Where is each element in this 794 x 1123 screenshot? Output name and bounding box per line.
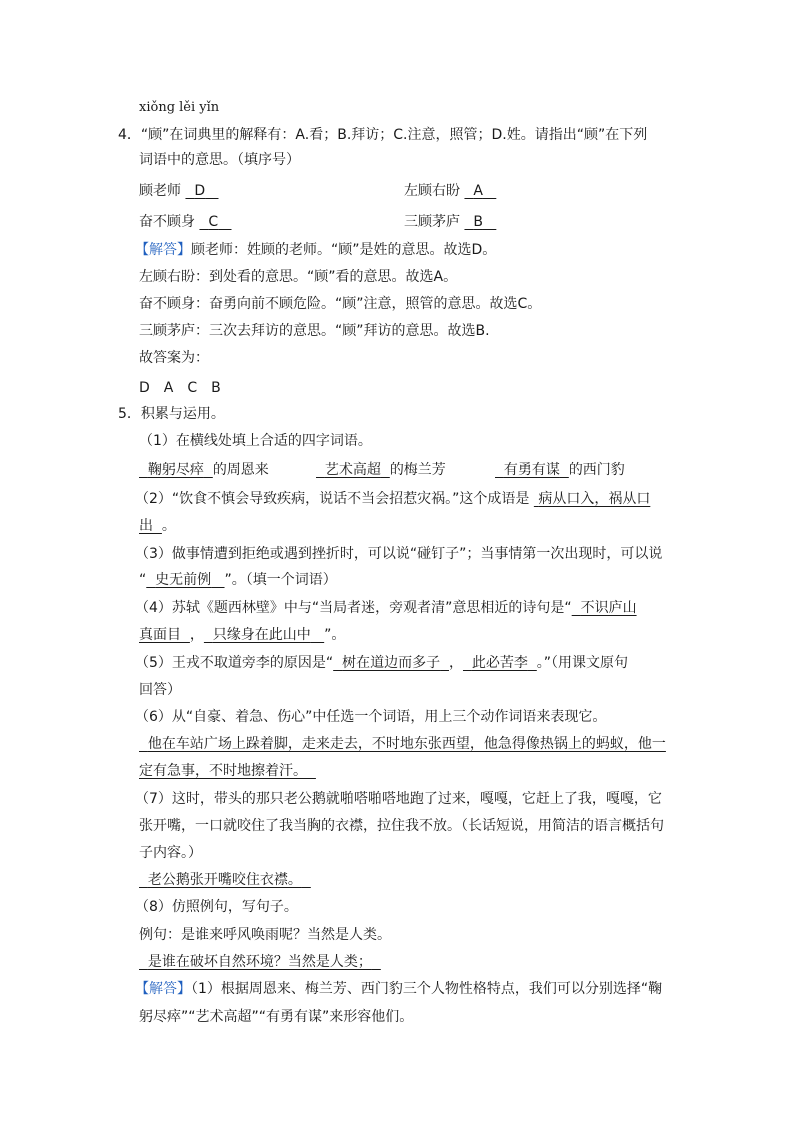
answer-value: 定有急事，不时地擦着汗。 <box>139 763 307 779</box>
answer-blank <box>139 627 190 643</box>
solution-tag: 【解答】 <box>135 242 191 258</box>
answer-value: 只缘身在此山中 <box>212 627 311 643</box>
answer-value: 鞠躬尽瘁 <box>147 462 204 478</box>
question-text: ”。（填一个词语） <box>224 572 337 588</box>
sub-question-6-answer <box>139 735 666 753</box>
fill-rest: 的梅兰芳 <box>389 462 446 478</box>
item-word: 三顾茅庐 <box>404 214 460 230</box>
solution-line: 左顾右盼：到处看的意思。“顾”看的意思。故选A。 <box>139 269 458 285</box>
question-5-title <box>118 405 225 423</box>
answer-blank <box>464 214 496 230</box>
answer-value: 此必苦李 <box>471 655 528 671</box>
answer-blank <box>185 183 218 199</box>
answer-item <box>139 182 219 200</box>
answer-blank <box>139 462 213 478</box>
answer-blank <box>199 214 231 230</box>
solution-line <box>135 980 662 998</box>
sub-question-2 <box>135 490 650 508</box>
answer-value: 不识庐山 <box>580 600 637 616</box>
solution-text: （1）根据周恩来、梅兰芳、西门豹三个人物性格特点，我们可以分别选择“鞠 <box>191 981 663 997</box>
answer-value: 有勇有谋 <box>503 462 560 478</box>
sub-question-8-answer <box>139 953 381 971</box>
answer-blank <box>139 518 162 534</box>
answer-item <box>404 213 496 231</box>
answer-blank <box>139 763 316 779</box>
sub-question-7: （7）这时，带头的那只老公鹅就啪嗒啪嗒地跑了过来，嘎嘎，它赶上了我，嘎嘎，它 <box>135 791 662 807</box>
fill-rest: 的西门豹 <box>568 462 625 478</box>
answer-blank <box>495 462 569 478</box>
sub-question-2-cont <box>139 517 176 535</box>
sub-question-1: （1）在横线处填上合适的四字词语。 <box>139 433 372 449</box>
item-word: 奋不顾身 <box>139 214 195 230</box>
item-word: 顾老师 <box>139 183 181 199</box>
fill-rest: 的周恩来 <box>212 462 269 478</box>
answer-blank <box>139 736 666 752</box>
answer-blank <box>464 183 496 199</box>
question-text: （2）“饮食不慎会导致疾病，说话不当会招惹灾祸。”这个成语是 <box>135 491 530 507</box>
answer-value: 是谁在破坏自然环境？当然是人类； <box>147 954 372 970</box>
answer-row: D A C B <box>139 380 221 396</box>
answer-blank <box>139 872 311 888</box>
answer-blank <box>139 954 381 970</box>
answer-blank <box>572 600 637 616</box>
answer-value: 出 <box>139 518 153 534</box>
sub-question-7-cont: 子内容。） <box>139 845 202 861</box>
answer-value: C <box>208 214 219 230</box>
answer-value: B <box>473 214 483 230</box>
solution-text: 顾老师：姓顾的老师。“顾”是姓的意思。故选D。 <box>191 242 497 258</box>
answer-blank <box>204 627 324 643</box>
answer-value: 老公鹅张开嘴咬住衣襟。 <box>147 872 302 888</box>
pinyin-line: xiǒng lěi yǐn <box>139 100 220 115</box>
fill-item <box>139 461 269 479</box>
answer-item <box>139 213 232 231</box>
sub-question-4 <box>135 599 637 617</box>
sub-question-5 <box>135 654 628 672</box>
solution-line: 三顾茅庐：三次去拜访的意思。“顾”拜访的意思。故选B. <box>139 323 490 339</box>
answer-value: 他在车站广场上跺着脚，走来走去，不时地东张西望，他急得像热锅上的蚂蚁，他一 <box>147 736 666 752</box>
fill-item <box>316 461 446 479</box>
question-text: （5）王戎不取道旁李的原因是“ <box>135 655 334 671</box>
question-4-line-1 <box>118 126 647 144</box>
punct: “ <box>139 572 147 588</box>
answer-value: D <box>194 183 206 199</box>
question-text: 。”（用课文原句 <box>536 655 629 671</box>
question-4-line-2: 词语中的意思。（填序号） <box>139 152 300 168</box>
answer-item <box>404 182 496 200</box>
solution-line: 奋不顾身：奋勇向前不顾危险。“顾”注意，照管的意思。故选C。 <box>139 296 542 312</box>
question-text: 积累与运用。 <box>140 406 225 422</box>
sub-question-5-cont: 回答） <box>139 682 181 698</box>
answer-value: 史无前例 <box>155 572 212 588</box>
sub-question-7-cont: 张开嘴，一口就咬住了我当胸的衣襟，拉住我不放。（长话短说，用简洁的语言概括句 <box>139 818 664 834</box>
sub-question-6: （6）从“自豪、着急、伤心”中任选一个词语，用上三个动作词语来表现它。 <box>135 709 607 725</box>
answer-blank <box>534 491 650 507</box>
sub-question-3-cont <box>139 571 337 589</box>
answer-value: A <box>473 183 483 199</box>
answer-blank <box>316 462 390 478</box>
punct: 。 <box>161 518 176 534</box>
example-sentence: 例句：是谁来呼风唤雨呢？当然是人类。 <box>139 927 391 943</box>
answer-value: 艺术高超 <box>324 462 381 478</box>
question-text: “顾”在词典里的解释有：A.看；B.拜访；C.注意，照管；D.姓。请指出“顾”在下列 <box>140 127 648 143</box>
fill-item <box>495 461 625 479</box>
question-number: 5． <box>118 406 141 422</box>
punct: ， <box>189 627 204 643</box>
punct: ， <box>448 655 463 671</box>
question-text: （4）苏轼《题西林壁》中与“当局者迷，旁观者清”意思相近的诗句是“ <box>135 600 572 616</box>
item-word: 左顾右盼 <box>404 183 460 199</box>
sub-question-8: （8）仿照例句，写句子。 <box>135 899 298 915</box>
answer-blank <box>463 655 537 671</box>
sub-question-7-answer <box>139 871 311 889</box>
answer-value: 病从口入，祸从口 <box>538 491 651 507</box>
punct: ”。 <box>324 627 346 643</box>
answer-value: 树在道边而多子 <box>342 655 441 671</box>
sub-question-4-cont <box>139 626 345 644</box>
answer-blank <box>333 655 449 671</box>
answer-label: 故答案为： <box>139 350 209 366</box>
question-number: 4． <box>118 127 141 143</box>
sub-question-3: （3）做事情遭到拒绝或遇到挫折时，可以说“碰钉子”；当事情第一次出现时，可以说 <box>135 546 663 562</box>
sub-question-6-answer-cont <box>139 762 316 780</box>
solution-line <box>135 241 496 259</box>
answer-blank <box>146 572 224 588</box>
answer-value: 真面目 <box>139 627 181 643</box>
solution-line: 躬尽瘁”“艺术高超”“有勇有谋”来形容他们。 <box>139 1009 414 1025</box>
solution-tag: 【解答】 <box>135 981 191 997</box>
